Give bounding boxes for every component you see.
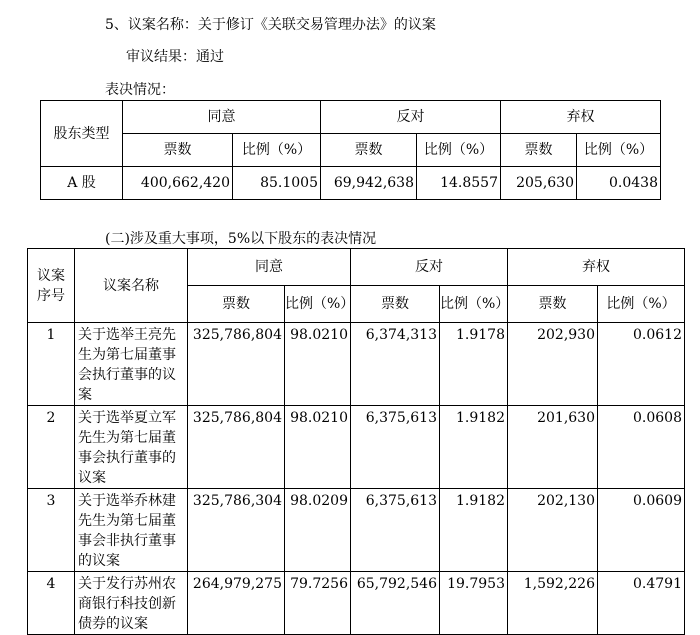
votes-header: 票数 — [501, 134, 577, 167]
value-cell: 6,375,613 — [351, 406, 440, 489]
table-row — [28, 572, 685, 635]
value-cell: 98.0210 — [285, 323, 351, 406]
abstain-header: 弃权 — [508, 249, 685, 286]
table-row — [28, 406, 685, 489]
value-cell: 65,792,546 — [351, 572, 440, 635]
ratio-header: 比例（%） — [233, 134, 321, 167]
value-cell: 0.4791 — [598, 572, 685, 635]
proposal-no-cell: 2 — [28, 406, 75, 489]
votes-header: 票数 — [508, 286, 598, 323]
proposal-no-cell: 1 — [28, 323, 75, 406]
value-cell: 85.1005 — [233, 167, 321, 200]
ratio-header: 比例（%） — [285, 286, 351, 323]
value-cell: 69,942,638 — [321, 167, 417, 200]
ratio-header: 比例（%） — [440, 286, 508, 323]
table-row — [41, 167, 661, 200]
agree-header: 同意 — [188, 249, 351, 286]
value-cell: 0.0438 — [577, 167, 661, 200]
against-header: 反对 — [351, 249, 508, 286]
value-cell: 0.0608 — [598, 406, 685, 489]
proposal-no-cell: 3 — [28, 489, 75, 572]
value-cell: 325,786,804 — [188, 406, 285, 489]
value-cell: 0.0609 — [598, 489, 685, 572]
value-cell: 6,375,613 — [351, 489, 440, 572]
value-cell: 201,630 — [508, 406, 598, 489]
votes-header: 票数 — [351, 286, 440, 323]
share-type-cell: A 股 — [41, 167, 123, 200]
proposal-name-cell: 关于选举乔林建先生为第七届董事会非执行董事的议案 — [75, 489, 188, 572]
value-cell: 1.9182 — [440, 489, 508, 572]
ratio-header: 比例（%） — [417, 134, 501, 167]
resolution-heading: 5、议案名称：关于修订《关联交易管理办法》的议案 — [105, 17, 436, 33]
value-cell: 19.7953 — [440, 572, 508, 635]
value-cell: 98.0209 — [285, 489, 351, 572]
value-cell: 14.8557 — [417, 167, 501, 200]
value-cell: 1,592,226 — [508, 572, 598, 635]
value-cell: 6,374,313 — [351, 323, 440, 406]
ratio-header: 比例（%） — [577, 134, 661, 167]
proposal-name-cell: 关于选举王亮先生为第七届董事会执行董事的议案 — [75, 323, 188, 406]
proposal-no-cell: 4 — [28, 572, 75, 635]
proposal-no-header: 议案序号 — [28, 249, 75, 323]
abstain-header: 弃权 — [501, 101, 661, 134]
value-cell: 202,930 — [508, 323, 598, 406]
table-row — [28, 489, 685, 572]
value-cell: 400,662,420 — [123, 167, 233, 200]
agree-header: 同意 — [123, 101, 321, 134]
value-cell: 264,979,275 — [188, 572, 285, 635]
proposal-name-cell: 关于选举夏立军先生为第七届董事会执行董事的议案 — [75, 406, 188, 489]
minority-voting-table — [27, 248, 685, 635]
voting-table — [40, 100, 661, 200]
value-cell: 98.0210 — [285, 406, 351, 489]
votes-header: 票数 — [321, 134, 417, 167]
shareholder-type-header: 股东类型 — [41, 101, 123, 167]
value-cell: 325,786,804 — [188, 323, 285, 406]
table-title: 表决情况： — [105, 82, 175, 98]
value-cell: 79.7256 — [285, 572, 351, 635]
votes-header: 票数 — [188, 286, 285, 323]
value-cell: 1.9182 — [440, 406, 508, 489]
value-cell: 325,786,304 — [188, 489, 285, 572]
ratio-header: 比例（%） — [598, 286, 685, 323]
against-header: 反对 — [321, 101, 501, 134]
votes-header: 票数 — [123, 134, 233, 167]
value-cell: 0.0612 — [598, 323, 685, 406]
table-row — [28, 323, 685, 406]
section-title: (二)涉及重大事项，5%以下股东的表决情况 — [105, 231, 377, 247]
value-cell: 1.9178 — [440, 323, 508, 406]
proposal-name-cell: 关于发行苏州农商银行科技创新债券的议案 — [75, 572, 188, 635]
review-result: 审议结果：通过 — [126, 49, 224, 65]
value-cell: 205,630 — [501, 167, 577, 200]
proposal-name-header: 议案名称 — [75, 249, 188, 323]
value-cell: 202,130 — [508, 489, 598, 572]
